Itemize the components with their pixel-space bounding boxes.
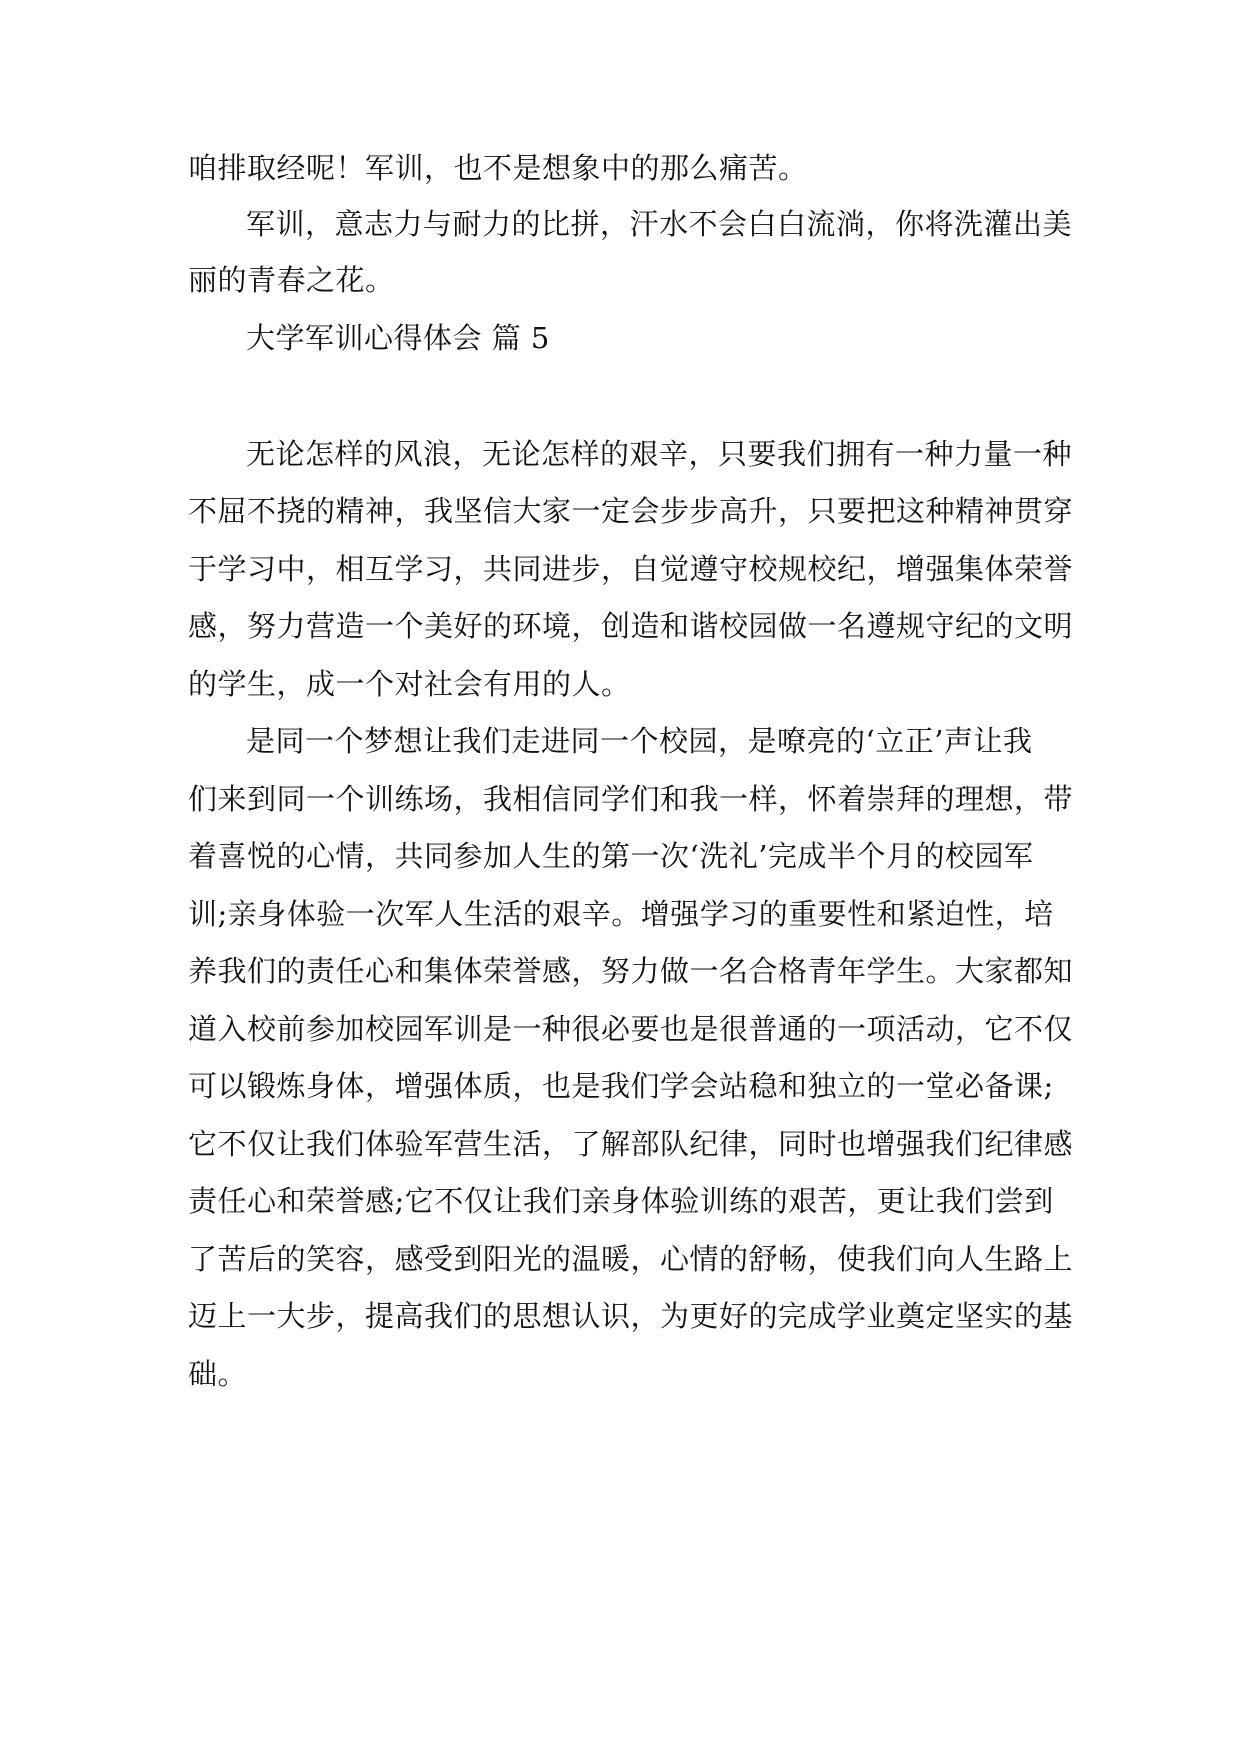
- text-line: 感，努力营造一个美好的环境，创造和谐校园做一名遵规守纪的文明: [188, 609, 1074, 643]
- text-line: 道入校前参加校园军训是一种很必要也是很普通的一项活动，它不仅: [188, 1012, 1074, 1046]
- text-line: 责任心和荣誉感;它不仅让我们亲身体验训练的艰苦，更让我们尝到: [188, 1184, 1054, 1218]
- text-line: 不屈不挠的精神，我坚信大家一定会步步高升，只要把这种精神贯穿: [188, 494, 1074, 528]
- text-line: 础。: [188, 1357, 248, 1391]
- text-line: 军训，意志力与耐力的比拼，汗水不会白白流淌，你将洗灌出美: [246, 207, 1073, 241]
- text-line: 无论怎样的风浪，无论怎样的艰辛，只要我们拥有一种力量一种: [246, 437, 1073, 471]
- text-line: 迈上一大步，提高我们的思想认识，为更好的完成学业奠定坚实的基: [188, 1299, 1074, 1333]
- text-line: 咱排取经呢！军训，也不是想象中的那么痛苦。: [188, 151, 808, 185]
- text-line: 们来到同一个训练场，我相信同学们和我一样，怀着崇拜的理想，带: [188, 782, 1074, 816]
- text-line: 了苦后的笑容，感受到阳光的温暖，心情的舒畅，使我们向人生路上: [188, 1242, 1074, 1276]
- section-heading: 大学军训心得体会 篇 5: [246, 321, 550, 355]
- text-line: 的学生，成一个对社会有用的人。: [188, 667, 631, 701]
- text-line: 训;亲身体验一次军人生活的艰辛。增强学习的重要性和紧迫性，培: [188, 897, 1054, 931]
- text-line: 着喜悦的心情，共同参加人生的第一次‘洗礼’完成半个月的校园军: [188, 839, 1034, 873]
- text-line: 养我们的责任心和集体荣誉感，努力做一名合格青年学生。大家都知: [188, 954, 1074, 988]
- text-line: 于学习中，相互学习，共同进步，自觉遵守校规校纪，增强集体荣誉: [188, 552, 1074, 586]
- text-line: 丽的青春之花。: [188, 263, 395, 297]
- text-line: 它不仅让我们体验军营生活，了解部队纪律，同时也增强我们纪律感: [188, 1127, 1074, 1161]
- text-line: 可以锻炼身体，增强体质，也是我们学会站稳和独立的一堂必备课;: [188, 1069, 1054, 1103]
- text-line: 是同一个梦想让我们走进同一个校园，是嘹亮的‘立正’声让我: [246, 724, 1033, 758]
